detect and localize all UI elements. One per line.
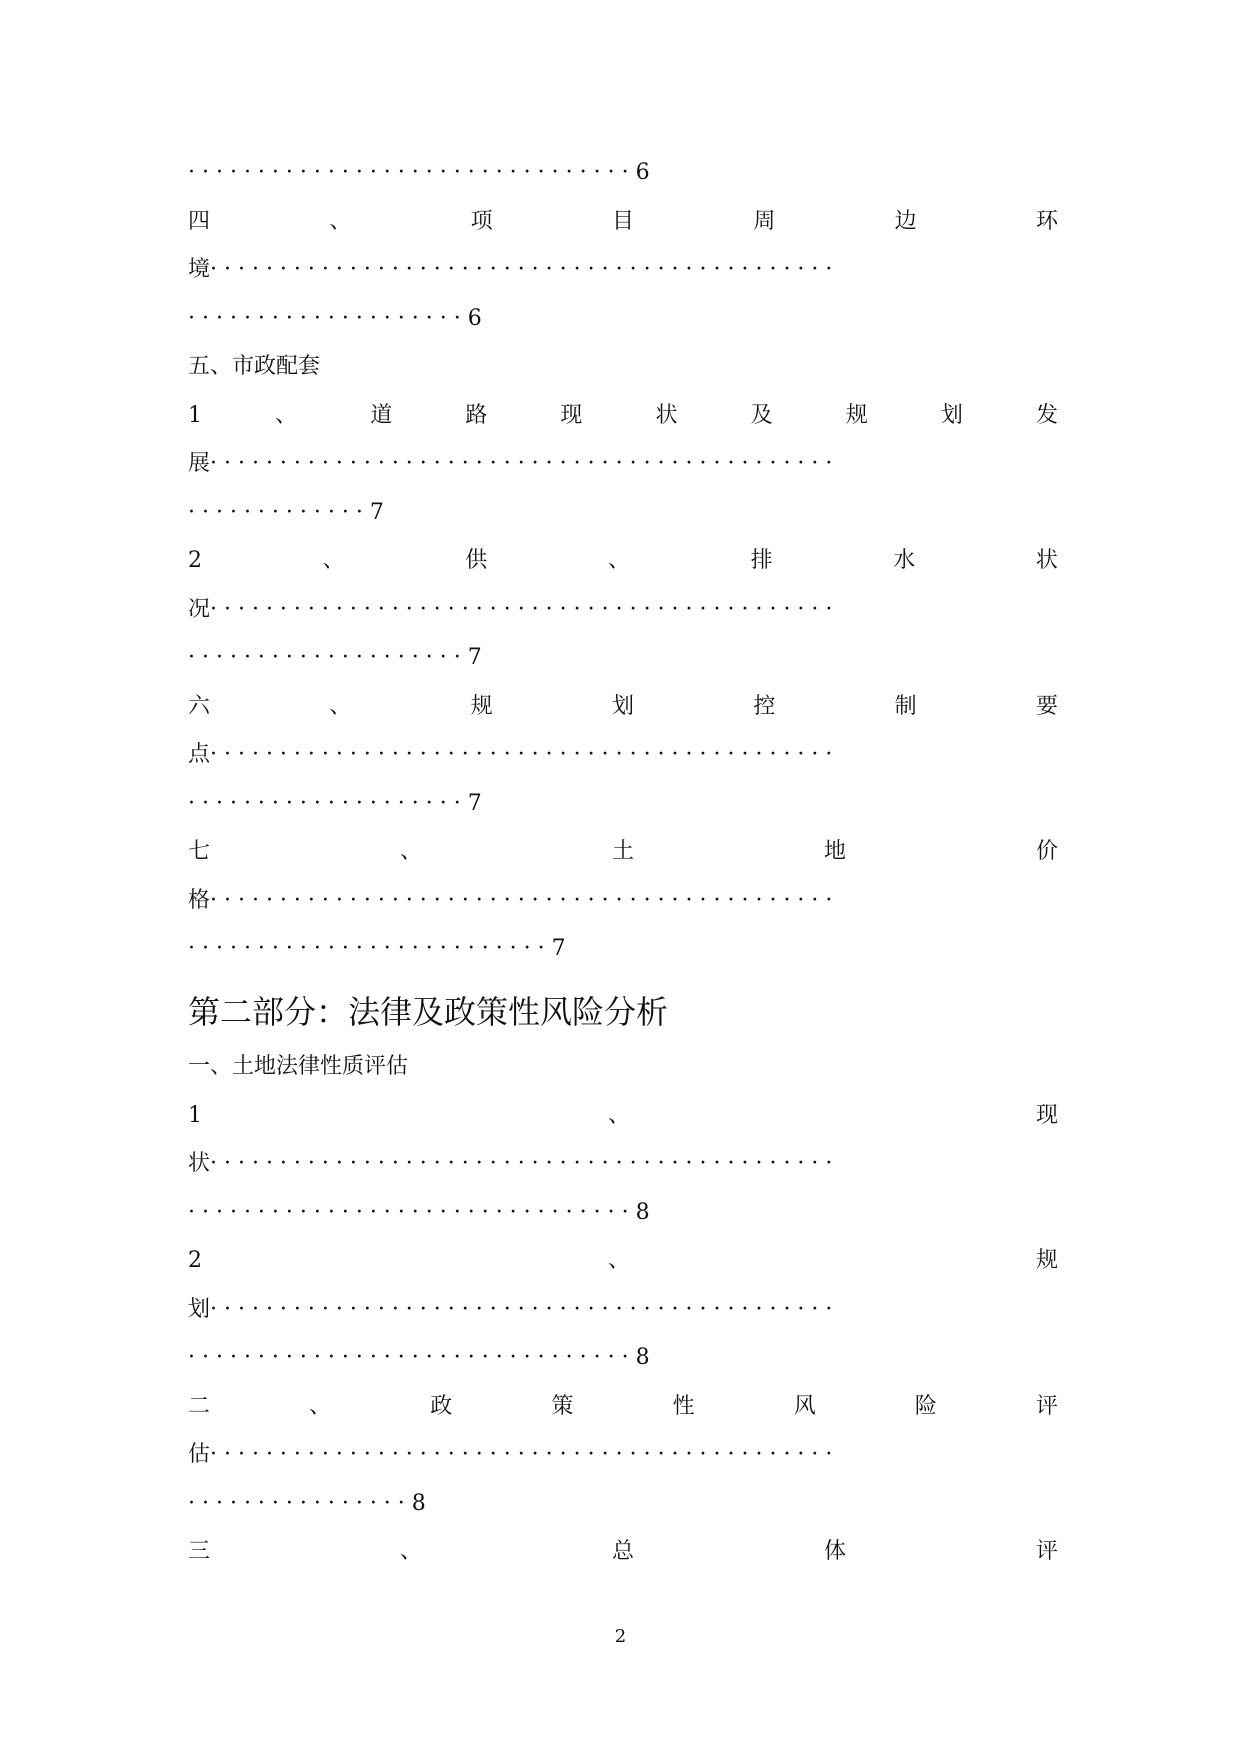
toc-char: 七	[188, 839, 211, 864]
toc-char: 2	[188, 548, 202, 573]
toc-char: 现	[560, 402, 583, 428]
toc-char: 政	[430, 1393, 453, 1419]
toc-char: 规	[1035, 1248, 1058, 1273]
toc-char: 道	[370, 402, 393, 428]
toc-char: 项	[470, 208, 493, 234]
toc-dot-leader: · · · · · · · · · · · · · · · · · · · · 7	[188, 645, 482, 670]
toc-char: 、	[329, 693, 352, 719]
toc-char: 规	[470, 693, 493, 719]
toc-char: 、	[329, 208, 352, 234]
toc-entry-leader: 况· · · · · · · · · · · · · · · · · · · · · · · · · · · · · · · · · · · · · · · · · · · · ·	[188, 596, 833, 622]
part2-heading: 第二部分：法律及政策性风险分析	[188, 993, 669, 1031]
toc-char: 、	[399, 1539, 422, 1564]
page-number: 2	[614, 1626, 627, 1647]
toc-char: 现	[1035, 1102, 1058, 1128]
toc-char: 水	[893, 548, 916, 573]
toc-dot-leader: · · · · · · · · · · · · · · · · · · · · 6	[188, 305, 482, 331]
toc-char: 四	[188, 208, 211, 234]
toc-char: 地	[823, 839, 846, 864]
toc-char: 性	[672, 1393, 695, 1419]
toc-char: 策	[551, 1393, 574, 1419]
toc-entry-spread	[188, 401, 1058, 431]
toc-char: 六	[188, 693, 211, 719]
toc-char: 环	[1035, 208, 1058, 234]
toc-char: 要	[1035, 693, 1058, 719]
toc-char: 评	[1035, 1393, 1058, 1419]
toc-char: 规	[845, 402, 868, 428]
toc-entry-spread	[188, 692, 1058, 722]
toc-char: 及	[750, 402, 773, 428]
toc-entry-leader: 展· · · · · · · · · · · · · · · · · · · · · · · · · · · · · · · · · · · · · · · · · · · · ·	[188, 451, 833, 476]
toc-entry-leader: 估· · · · · · · · · · · · · · · · · · · · · · · · · · · · · · · · · · · · · · · · · · · · ·	[188, 1442, 833, 1467]
toc-entry-spread	[188, 1392, 1058, 1422]
toc-char: 价	[1035, 839, 1058, 864]
toc-dot-leader: · · · · · · · · · · · · · · · · · · · · · · · · · · · · · · · · 8	[188, 1199, 650, 1225]
toc-entry-spread	[188, 1537, 1058, 1567]
toc-char: 、	[309, 1393, 332, 1419]
toc-char: 状	[655, 402, 678, 428]
toc-char: 制	[894, 693, 917, 719]
toc-char: 排	[750, 548, 773, 573]
toc-char: 控	[753, 693, 776, 719]
toc-char: 划	[611, 693, 634, 719]
toc-entry-leader: 状· · · · · · · · · · · · · · · · · · · · · · · · · · · · · · · · · · · · · · · · · · · · ·	[188, 1151, 833, 1176]
toc-char: 边	[894, 208, 917, 234]
toc-entry-spread	[188, 1101, 1058, 1131]
toc-entry-spread	[188, 546, 1058, 576]
toc-char: 1	[188, 1102, 202, 1128]
toc-char: 、	[322, 548, 345, 573]
toc-char: 三	[188, 1539, 211, 1564]
toc-char: 2	[188, 1248, 202, 1273]
toc-entry-title: 一、土地法律性质评估	[188, 1054, 409, 1079]
toc-char: 1	[188, 402, 202, 428]
toc-entry-title: 五、市政配套	[188, 354, 321, 379]
toc-char: 土	[611, 839, 634, 864]
toc-char: 目	[611, 208, 634, 234]
toc-char: 划	[940, 402, 963, 428]
toc-entry-leader: 境· · · · · · · · · · · · · · · · · · · · · · · · · · · · · · · · · · · · · · · · · · · · ·	[188, 257, 833, 282]
toc-char: 二	[188, 1393, 211, 1419]
toc-char: 、	[607, 548, 630, 573]
toc-char: 体	[823, 1539, 846, 1564]
toc-char: 供	[465, 548, 488, 573]
toc-char: 险	[914, 1393, 937, 1419]
toc-char: 、	[399, 839, 422, 864]
toc-entry-leader: 划· · · · · · · · · · · · · · · · · · · · · · · · · · · · · · · · · · · · · · · · · · · · ·	[188, 1296, 833, 1322]
toc-char: 路	[465, 402, 488, 428]
toc-char: 发	[1035, 402, 1058, 428]
toc-dot-leader: · · · · · · · · · · · · · · · · · · · · · · · · · · · · · · · · 8	[188, 1345, 650, 1370]
toc-char: 、	[607, 1248, 630, 1273]
toc-dot-leader: · · · · · · · · · · · · · · · · · · · · · · · · · · 7	[188, 936, 566, 961]
toc-dot-leader: · · · · · · · · · · · · · 7	[188, 499, 384, 525]
toc-entry-leader: 格· · · · · · · · · · · · · · · · · · · · · · · · · · · · · · · · · · · · · · · · · · · · ·	[188, 887, 833, 913]
toc-entry-leader: 点· · · · · · · · · · · · · · · · · · · · · · · · · · · · · · · · · · · · · · · · · · · · ·	[188, 742, 833, 767]
toc-dot-leader: · · · · · · · · · · · · · · · · · · · · 7	[188, 790, 482, 816]
toc-entry-spread	[188, 207, 1058, 237]
toc-char: 、	[275, 402, 298, 428]
toc-entry-spread	[188, 1246, 1058, 1276]
toc-char: 周	[753, 208, 776, 234]
toc-char: 风	[793, 1393, 816, 1419]
toc-dot-leader: · · · · · · · · · · · · · · · · · · · · · · · · · · · · · · · · 6	[188, 160, 650, 185]
toc-char: 状	[1035, 548, 1058, 573]
toc-entry-spread	[188, 837, 1058, 867]
toc-char: 评	[1035, 1539, 1058, 1564]
toc-char: 总	[611, 1539, 634, 1564]
toc-dot-leader: · · · · · · · · · · · · · · · · 8	[188, 1490, 426, 1516]
toc-char: 、	[607, 1102, 630, 1128]
